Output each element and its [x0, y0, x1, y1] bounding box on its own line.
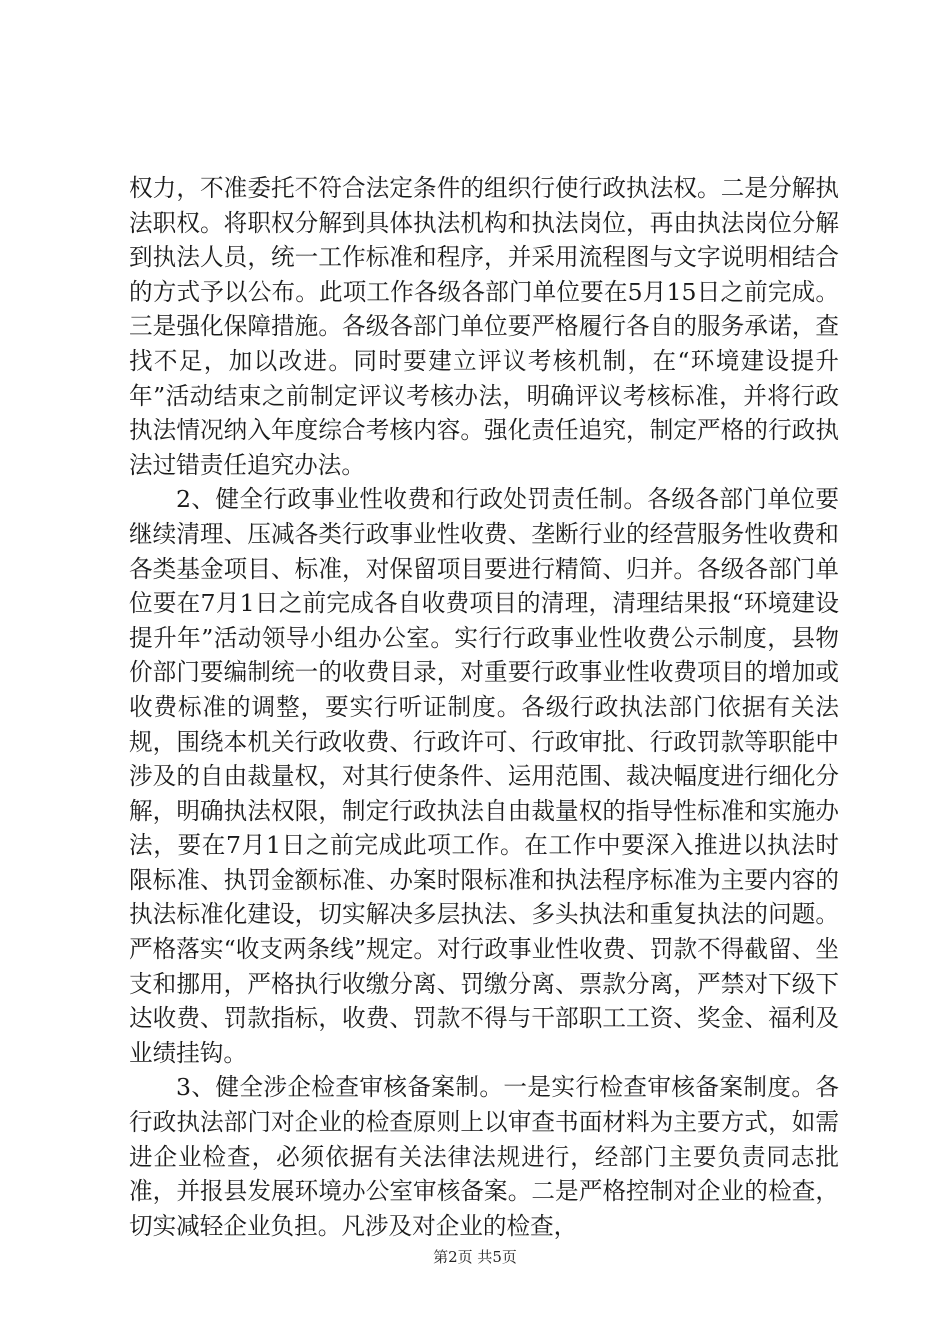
- page-footer: 第2页 共5页: [433, 1248, 517, 1266]
- paragraph-item-2: 2、健全行政事业性收费和行政处罚责任制。各级各部门单位要继续清理、压减各类行政事业性收费、垄断行业的经营服务性收费和各类基金项目、标准，对保留项目要进行精简、归并。各级各部门单位要在7月1日之前完成各自收费项目的清理，清理结果报“环境建设提升年”活动领导小组办公室。实行行政事业性收费公示制度，县物价部门要编制统一的收费目录，对重要行政事业性收费项目的增加或收费标准的调整，要实行听证制度。各级行政执法部门依据有关法规，围绕本机关行政收费、行政许可、行政审批、行政罚款等职能中涉及的自由裁量权，对其行使条件、运用范围、裁决幅度进行细化分解，明确执法权限，制定行政执法自由裁量权的指导性标准和实施办法，要在7月1日之前完成此项工作。在工作中要深入推进以执法时限标准、执罚金额标准、办案时限标准和执法程序标准为主要内容的执法标准化建设，切实解决多层执法、多头执法和重复执法的问题。严格落实“收支两条线”规定。对行政事业性收费、罚款不得截留、坐支和挪用，严格执行收缴分离、罚缴分离、票款分离，严禁对下级下达收费、罚款指标，收费、罚款不得与干部职工工资、奖金、福利及业绩挂钩。: [129, 485, 839, 1067]
- paragraph-item-3: 3、健全涉企检查审核备案制。一是实行检查审核备案制度。各行政执法部门对企业的检查原则上以审查书面材料为主要方式，如需进企业检查，必须依据有关法律法规进行，经部门主要负责同志批准，并报县发展环境办公室审核备案。二是严格控制对企业的检查，切实减轻企业负担。凡涉及对企业的检查，: [129, 1073, 839, 1240]
- document-body: [129, 171, 839, 1243]
- paragraph-continued: 权力，不准委托不符合法定条件的组织行使行政执法权。二是分解执法职权。将职权分解到具体执法机构和执法岗位，再由执法岗位分解到执法人员，统一工作标准和程序，并采用流程图与文字说明相结合的方式予以公布。此项工作各级各部门单位要在5月15日之前完成。三是强化保障措施。各级各部门单位要严格履行各自的服务承诺，查找不足，加以改进。同时要建立评议考核机制，在“环境建设提升年”活动结束之前制定评议考核办法，明确评议考核标准，并将行政执法情况纳入年度综合考核内容。强化责任追究，制定严格的行政执法过错责任追究办法。: [129, 174, 839, 479]
